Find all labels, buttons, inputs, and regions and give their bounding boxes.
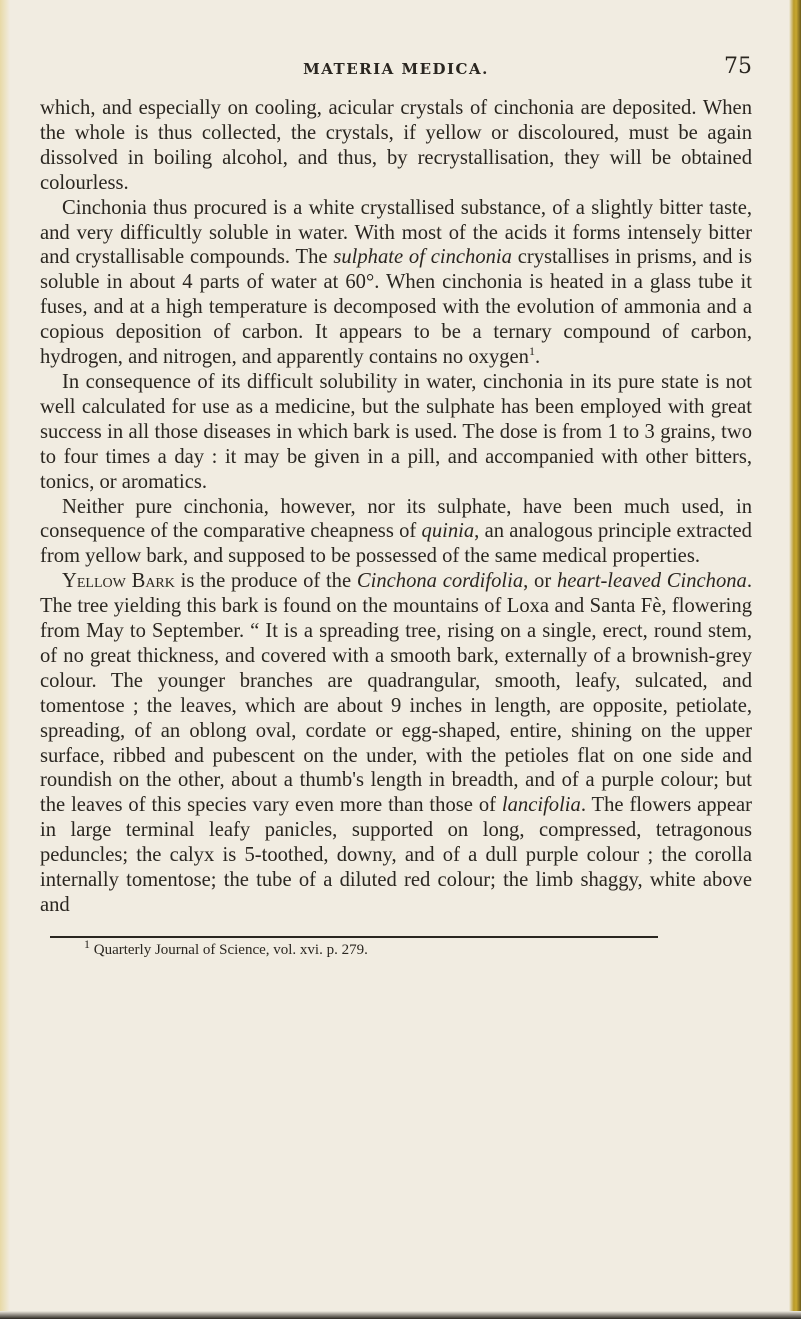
body-text: [40, 96, 752, 918]
paragraph: [40, 569, 752, 918]
page-binding-shadow: [0, 0, 10, 1319]
running-head: [40, 54, 752, 88]
text-run: Neither pure cinchonia, however, nor its sulphate, have been much used, in consequence of the comparative cheapness of: [40, 495, 752, 543]
text-run: is the produce of the: [174, 570, 357, 593]
text-run: , or: [523, 570, 557, 593]
text-run: Cinchonia thus procured is a white crystallised substance, of a slightly bitter taste, and very difficultly soluble in water. With most of the acids it forms intensely bitter and crystallisable compounds. The: [40, 196, 752, 269]
paragraph: [40, 495, 752, 570]
footnote-marker: 1: [84, 936, 90, 951]
footnote: [84, 936, 752, 959]
page-edge-gilt: [789, 0, 801, 1319]
footnote-ref: 1: [528, 344, 535, 359]
page-bottom-edge: [0, 1311, 801, 1319]
footnote-text: Quarterly Journal of Science, vol. xvi. p. 279.: [90, 941, 368, 958]
book-page: [40, 54, 753, 959]
italic-term: heart-leaved Cinchona: [556, 570, 747, 593]
text-run: .: [534, 346, 541, 369]
section-lead: Yellow Bark: [62, 570, 175, 593]
paragraph: [40, 370, 752, 495]
paragraph: [40, 196, 752, 370]
page-number: 75: [724, 54, 752, 79]
text-run: , an analogous principle extracted from yellow bark, and supposed to be possessed of the same medical properties.: [40, 520, 752, 568]
italic-term: lancifolia: [501, 794, 581, 817]
italic-term: Cinchona cordifolia: [356, 570, 524, 593]
footnote-rule: [50, 936, 658, 938]
text-run: which, and especially on cooling, acicular crystals of cinchonia are deposited. When the whole is thus collected, the crystals, if yellow or discoloured, must be again dissolved in boiling alcohol, and thus, by recrystallisation, they will be obtained colourless.: [40, 97, 752, 194]
paragraph: [40, 96, 752, 196]
text-run: In consequence of its difficult solubility in water, cinchonia in its pure state is not well calculated for use as a medicine, but the sulphate has been employed with great success in all those diseases in which bark is used. The dose is from 1 to 3 grains, two to four times a day : it may be given in a pill, and accompanied with other bitters, tonics, or aromatics.: [40, 370, 752, 493]
running-title: MATERIA MEDICA.: [303, 60, 489, 78]
text-run: . The flowers appear in large terminal leafy panicles, supported on long, compressed, tetragonous peduncles; the calyx is 5-toothed, downy, and of a dull purple colour ; the corolla internally tomentose; the tube of a diluted red colour; the limb shaggy, white above and: [40, 794, 752, 916]
text-run: crystallises in prisms, and is soluble in about 4 parts of water at 60°. When cinchonia is heated in a glass tube it fuses, and at a high temperature is decomposed with the evolution of ammonia and a copious deposition of carbon. It appears to be a ternary compound of carbon, hydrogen, and nitrogen, and apparently contains no oxygen: [40, 246, 752, 369]
italic-term: sulphate of cinchonia: [333, 246, 512, 269]
italic-term: quinia: [421, 520, 475, 543]
text-run: . The tree yielding this bark is found on the mountains of Loxa and Santa Fè, flowering from May to September. “ It is a spreading tree, rising on a single, erect, round stem, of no great thickness, and covered with a smooth bark, externally of a brownish-grey colour. The younger branches are quadrangular, smooth, leafy, sulcated, and tomentose ; the leaves, which are about 9 inches in length, are opposite, petiolate, spreading, of an oblong oval, cordate or egg-shaped, entire, shining on the upper surface, ribbed and pubescent on the under, with the petioles flat on one side and roundish on the other, about a thumb's length in breadth, and of a purple colour; but the leaves of this species vary even more than those of: [40, 570, 753, 817]
